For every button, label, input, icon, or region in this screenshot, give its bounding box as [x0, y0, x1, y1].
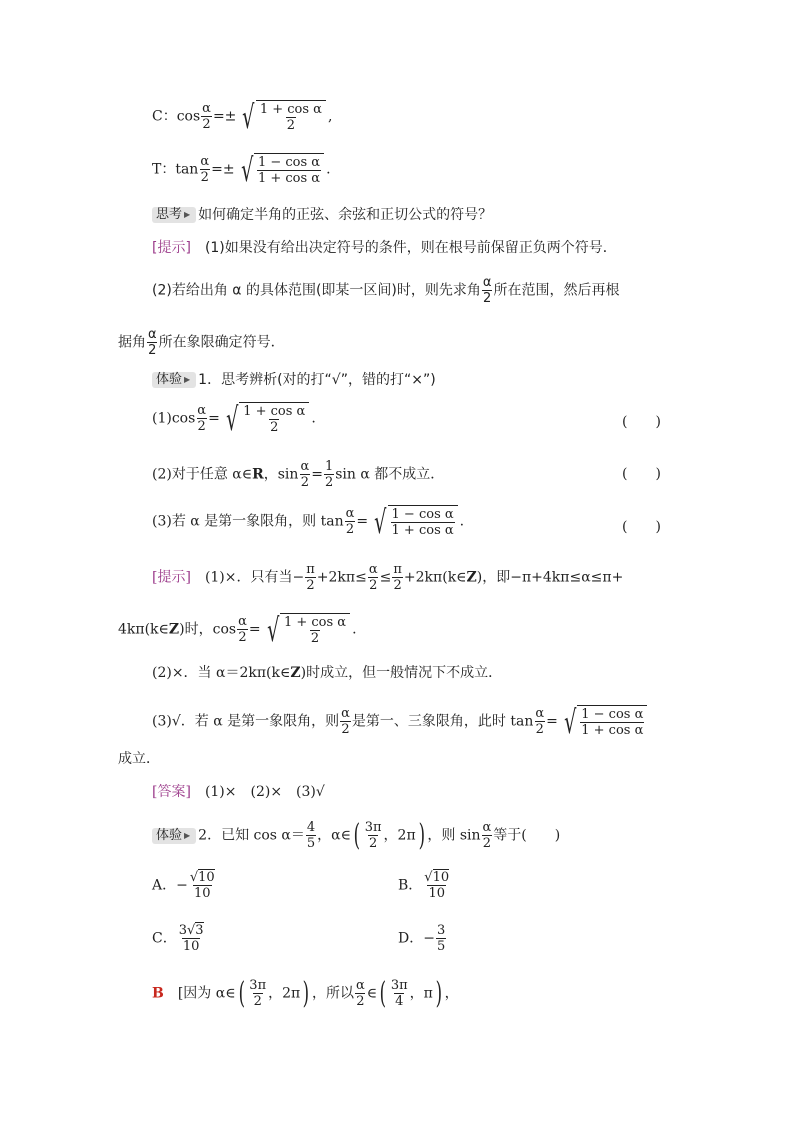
think-tag: 思考 ▶ [152, 207, 196, 223]
formula-t: T：tan $\frac{\alpha}{2}$ =± √ $\frac{\text{1 − cos α}}{\text{1 + cos α}}$ . [152, 150, 331, 189]
hint-2-line1: (2)若给出角 α 的具体范围(即某一区间)时，则先求角 $\frac{\alpha}{2}$ 所在范围，然后再根 [152, 275, 620, 306]
option-b[interactable]: B． $\frac{√10}{10}$ [398, 870, 450, 901]
hint-3-line1: [提示] (1)×．只有当− $\frac{\pi}{2}$ +2kπ≤ $\frac{\alpha}{2}$ ≤ $\frac{\pi}{2}$ +2kπ(k∈Z)，即−π+4kπ≤α≤π+ [152, 562, 624, 593]
answer-paren-3[interactable]: ( ) [622, 519, 661, 535]
formula-c-prefix: C：cos [152, 108, 201, 125]
hint-3-item-2: (2)×．当 α＝2kπ(k∈Z)时成立，但一般情况下不成立． [152, 665, 503, 681]
question-1: (1)cos $\frac{\alpha}{2}$ = √ $\frac{\text{1 + cos α}}{2}$ . [152, 399, 316, 438]
formula-c: C：cos $\frac{\alpha}{2}$ =± √ $\frac{\text{1 + cos α}}{2}$ , [152, 97, 333, 136]
hint-3-line2: 4kπ(k∈Z)时，cos $\frac{\alpha}{2}$ = √ $\frac{\text{1 + cos α}}{2}$ . [118, 610, 357, 649]
option-d[interactable]: D．− $\frac{3}{5}$ [398, 923, 446, 954]
exercise-2: 体验 ▶ 2．已知 cos α＝ $\frac{4}{5}$ ，α∈( $\frac{3\pi}{2}$ ，2π) ，则 sin $\frac{\alpha}{2}$ 等于( ) [152, 820, 560, 851]
hint-3-item-3: (3)√．若 α 是第一象限角，则 $\frac{\alpha}{2}$ 是第一、三象限角，此时 tan $\frac{\alpha}{2}$ = √ $\frac{\text{1 − cos α}}{\text{1 + cos α}}$ [152, 705, 649, 738]
hint-3-item-3-end: 成立． [118, 751, 160, 767]
think-question: 思考 ▶ 如何确定半角的正弦、余弦和正切公式的符号？ [152, 205, 492, 225]
option-a[interactable]: A．− $\frac{√10}{10}$ [152, 870, 215, 901]
radical: √ $\frac{\text{1 − cos α}}{\text{1 + cos α}}$ [237, 153, 325, 186]
answer-paren-1[interactable]: ( ) [622, 414, 661, 430]
answer-letter: B [152, 985, 164, 1002]
exercise-1-title: 体验 ▶ 1．思考辨析(对的打“√”，错的打“×”) [152, 370, 436, 390]
fraction: $\frac{\alpha}{2}$ [200, 154, 210, 185]
question-2: (2)对于任意 α∈R，sin $\frac{\alpha}{2}$ = $\frac{1}{2}$ sin α 都不成立． [152, 459, 445, 490]
solution-line: B [因为 α∈( $\frac{3\pi}{2}$ ，2π) ，所以 $\frac{\alpha}{2}$ ∈( $\frac{3\pi}{4}$ ，π) ， [152, 975, 459, 1011]
hint-1: [提示] (1)如果没有给出决定符号的条件，则在根号前保留正负两个符号． [152, 240, 617, 256]
answer-paren-2[interactable]: ( ) [622, 466, 661, 482]
option-c[interactable]: C． $\frac{3√3}{10}$ [152, 923, 204, 954]
exercise-tag: 体验 ▶ [152, 372, 196, 388]
fraction: $\frac{\alpha}{2}$ [202, 101, 211, 132]
hint-2-line2: 据角 $\frac{\alpha}{2}$ 所在象限确定符号． [118, 327, 285, 358]
question-3: (3)若 α 是第一象限角，则 tan $\frac{\alpha}{2}$ = √ $\frac{\text{1 − cos α}}{\text{1 + cos α}}$ . [152, 502, 465, 541]
hint-tag: [提示] [152, 240, 191, 256]
answer-line: [答案] (1)× (2)× (3)√ [152, 784, 325, 800]
radical: √ $\frac{\text{1 + cos α}}{2}$ [238, 100, 326, 133]
